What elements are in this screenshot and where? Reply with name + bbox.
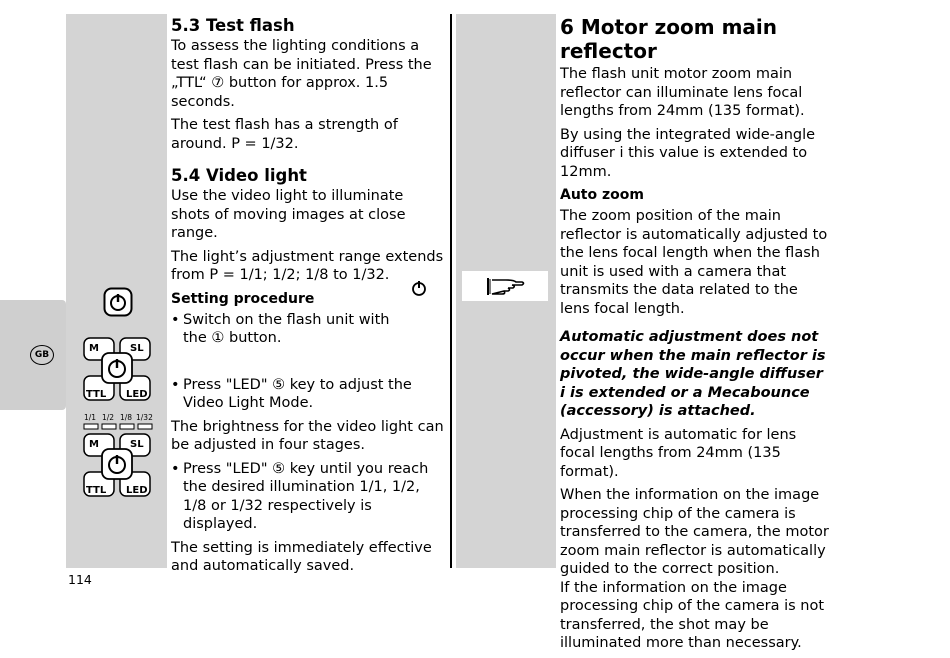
power-inline-icon [410, 279, 428, 297]
bullet-item: • Press "LED" ⑤ key until you reach the desired illumination 1/1, 1/2, 1/8 or 1/32 respectively is displayed. [171, 460, 445, 534]
warning-note: Automatic adjustment does not occur when the main reflector is pivoted, the wide-angle diffuser i is extended or a Mecabounce (accessory) is attached. [560, 329, 826, 419]
ttl-button-label: TTL [86, 485, 107, 496]
setting-procedure-heading: Setting procedure [171, 290, 315, 307]
section-5-3-title: 5.3 Test flash [171, 16, 295, 35]
level-label: 1/32 [136, 413, 153, 422]
column-divider [450, 14, 452, 568]
level-label: 1/1 [84, 413, 97, 422]
note-marker [462, 271, 548, 301]
control-pad-icon [82, 336, 152, 402]
m-button-label: M [89, 343, 99, 354]
level-indicator-icon [82, 412, 154, 432]
paragraph: The test flash has a strength of around. P = 1/32. [171, 117, 398, 152]
paragraph: The flash unit motor zoom main reflector can illuminate lens focal lengths from 24mm (135 format). [560, 66, 805, 119]
sl-button-label: SL [130, 343, 144, 354]
paragraph: Use the video light to illuminate shots of moving images at close range. [171, 188, 406, 241]
paragraph: The light’s adjustment range extends from P = 1/1; 1/2; 1/8 to 1/32. [171, 248, 444, 283]
auto-zoom-heading: Auto zoom [560, 187, 644, 203]
paragraph: If the information on the image processing chip of the camera is not transferred, the shot may be illuminated more than necessary. [560, 579, 825, 651]
pointing-hand-icon [462, 271, 548, 301]
paragraph: To assess the lighting conditions a test flash can be initiated. Press the „TTL“ ⑦ button for approx. 1.5 seconds. [171, 38, 432, 110]
page-number: 114 [68, 572, 92, 587]
control-pad-icon [82, 432, 152, 498]
language-tab-label: GB [30, 345, 54, 365]
led-button-label: LED [126, 485, 148, 496]
paragraph: By using the integrated wide-angle diffuser i this value is extended to 12mm. [560, 126, 816, 180]
paragraph: The setting is immediately effective and automatically saved. [171, 539, 432, 574]
section-5-4-title: 5.4 Video light [171, 166, 307, 185]
sl-button-label: SL [130, 439, 144, 450]
left-text-column [171, 16, 445, 581]
led-button-label: LED [126, 389, 148, 400]
chapter-6-title: 6 Motor zoom main reflector [560, 15, 778, 63]
paragraph: The zoom position of the main reflector is automatically adjusted to the lens focal length when the flash unit is used with a camera that transmits the data related to the lens focal length. [560, 208, 828, 317]
right-text-column [560, 15, 832, 658]
power-button-icon [103, 287, 133, 317]
bullet-item: • Switch on the flash unit with the ① button. [171, 311, 445, 348]
bullet-item: • Press "LED" ⑤ key to adjust the Video Light Mode. [171, 376, 445, 413]
paragraph: When the information on the image processing chip of the camera is transferred to the camera, the motor zoom main reflector is automatically guided to the correct position. [560, 487, 829, 577]
m-button-label: M [89, 439, 99, 450]
ttl-button-label: TTL [86, 389, 107, 400]
level-label: 1/2 [102, 413, 115, 422]
level-label: 1/8 [120, 413, 133, 422]
paragraph: The brightness for the video light can be adjusted in four stages. [171, 418, 444, 453]
paragraph: Adjustment is automatic for lens focal lengths from 24mm (135 format). [560, 426, 797, 480]
